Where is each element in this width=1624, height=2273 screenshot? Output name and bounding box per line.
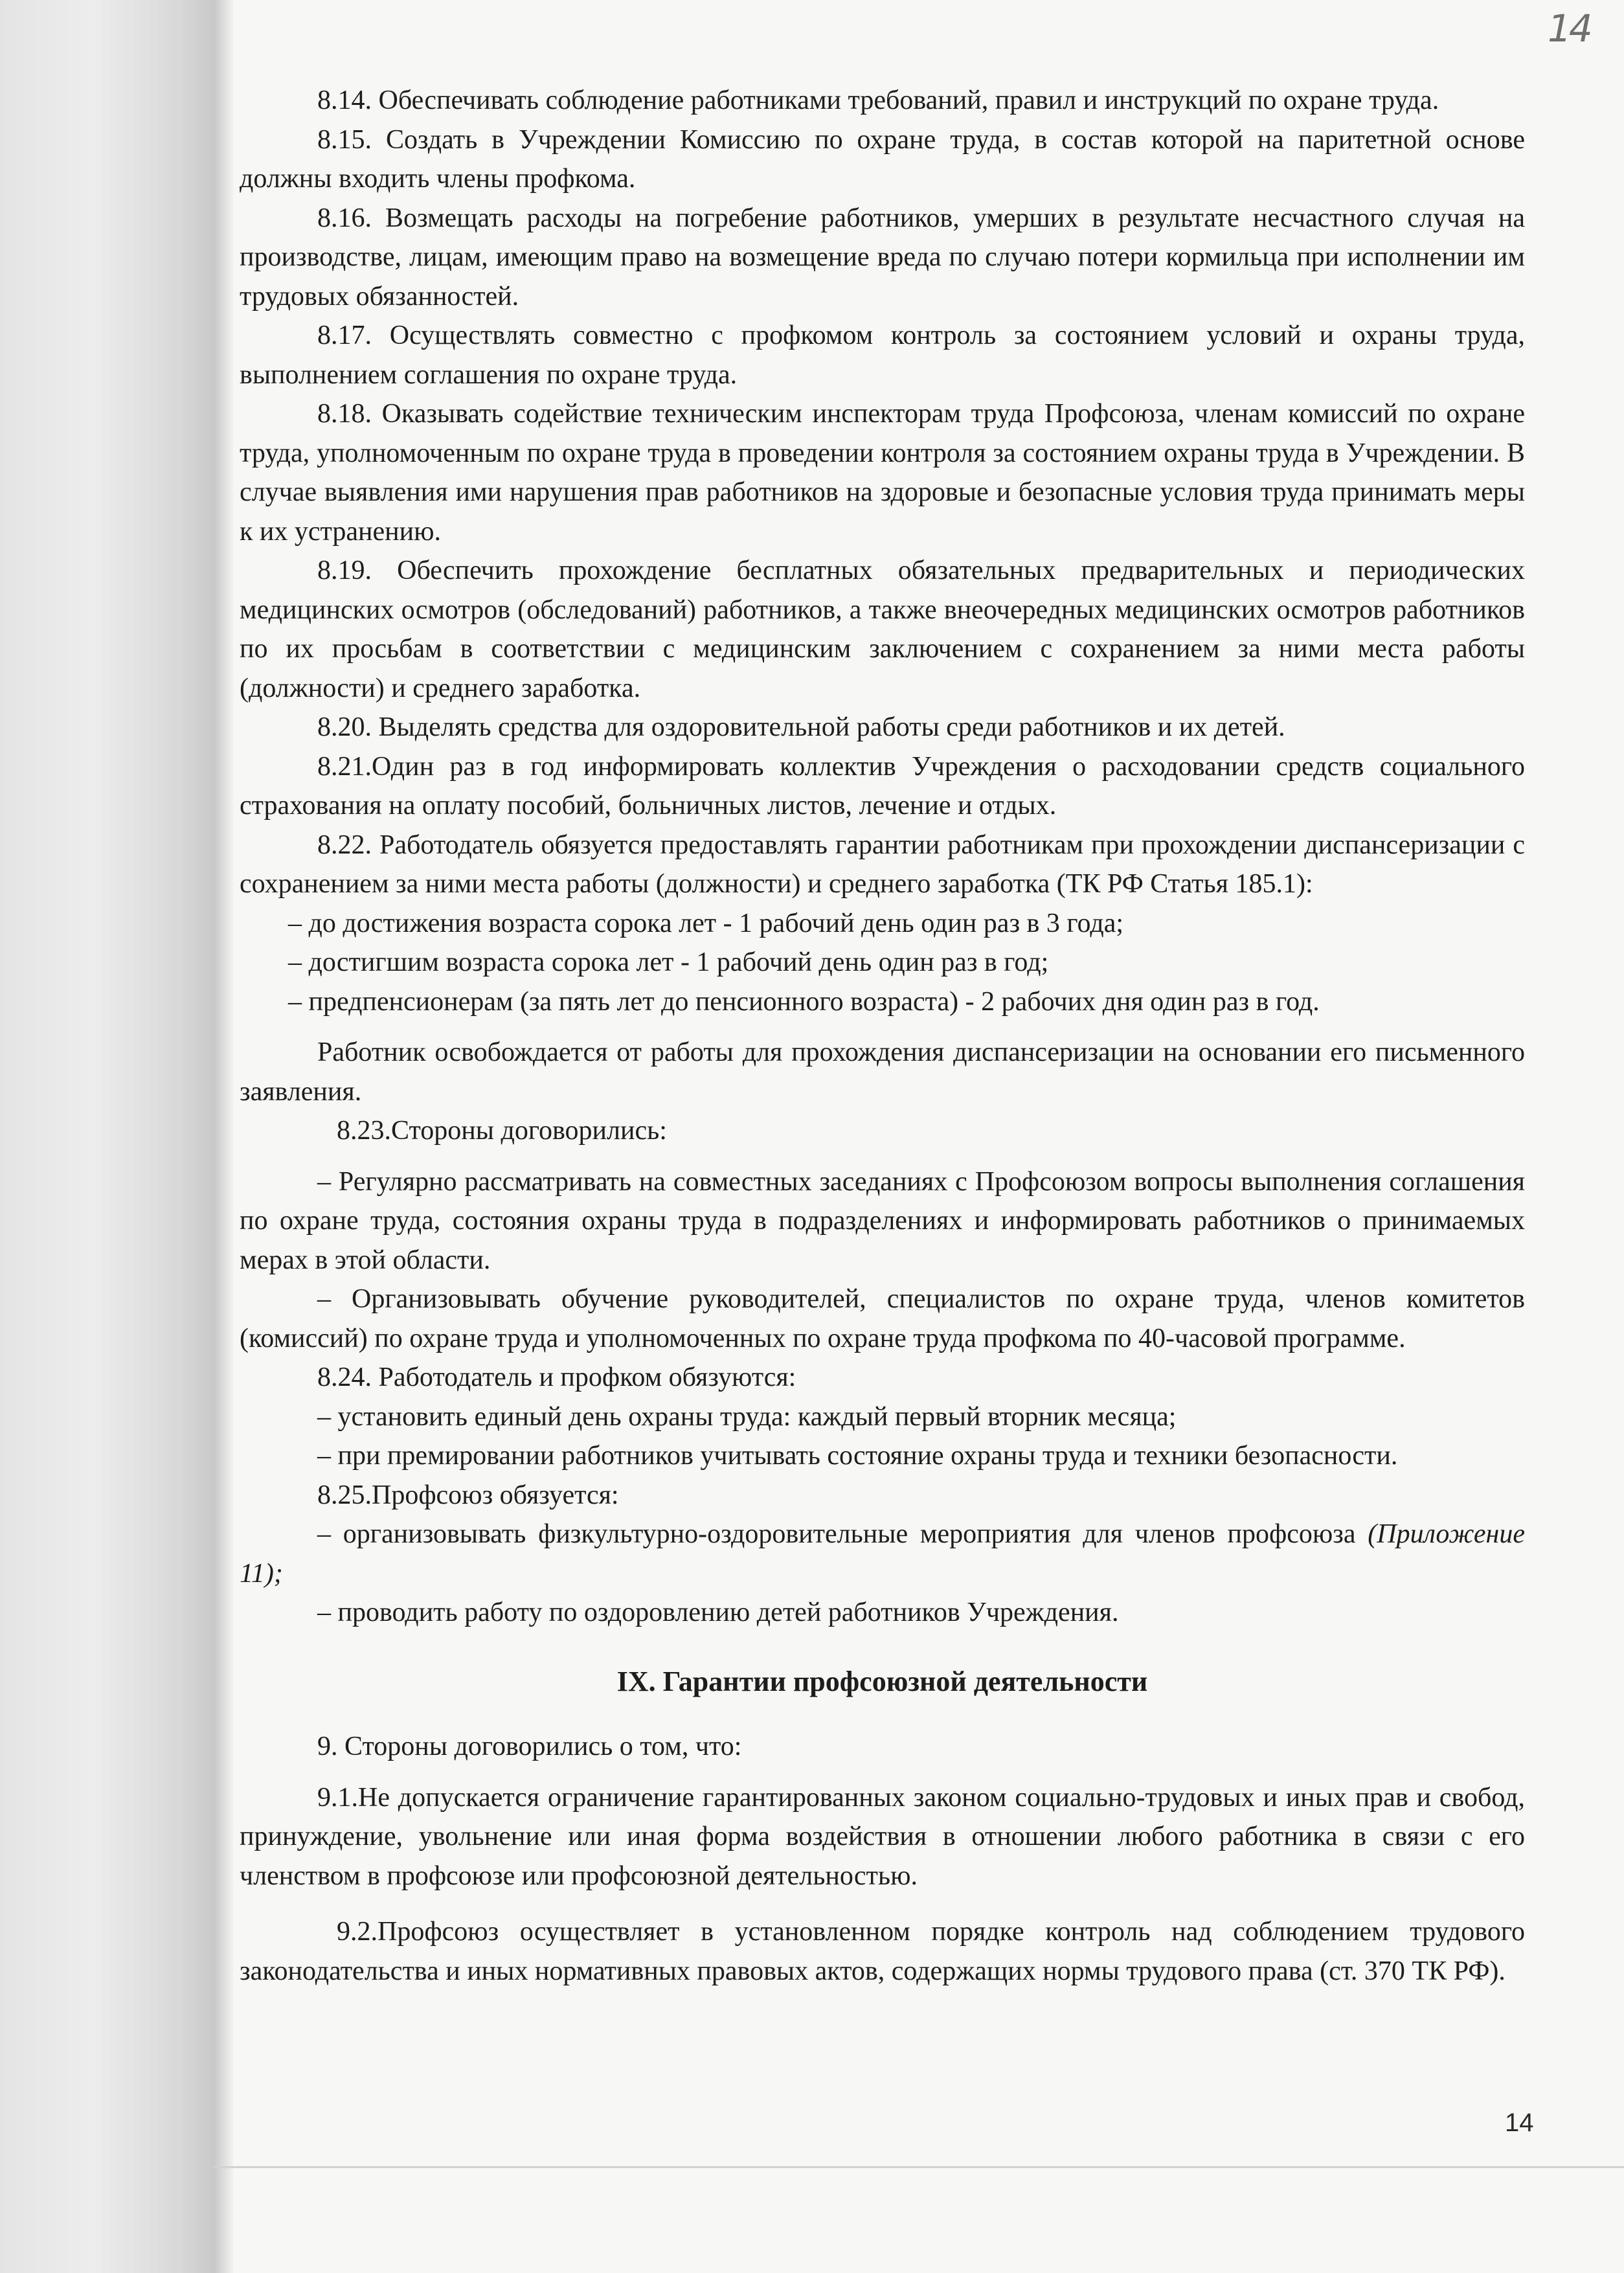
section-title: IX. Гарантии профсоюзной деятельности [616, 1665, 1148, 1697]
bottom-edge-line [214, 2166, 1624, 2168]
list-item-8-22-a: – до достижения возраста сорока лет - 1 рабочий день один раз в 3 года; [288, 908, 1124, 938]
list-item-8-24-b: – при премировании работников учитывать состояние охраны труда и техники безопасности. [317, 1441, 1398, 1471]
list-item-8-22-b: – достигшим возраста сорока лет - 1 рабочий день один раз в год; [288, 947, 1049, 977]
list-item-8-23-b: – Организовывать обучение руководителей, специалистов по охране труда, членов комитетов (комиссий) по охране труда и уполномоченных по охране труда профкома по 40-часовой программе. [240, 1284, 1525, 1353]
handwritten-page-number: 14 [1548, 6, 1590, 51]
list-item-8-25-a-text: – организовывать физкультурно-оздоровительные мероприятия для членов профсоюза [317, 1519, 1356, 1549]
paragraph-8-22: 8.22. Работодатель обязуется предоставлять гарантии работникам при прохождении диспансеризации с сохранением за ними места работы (должности) и среднего заработка (ТК РФ Статья 185.1): [240, 830, 1525, 899]
list-item-8-25-b: – проводить работу по оздоровлению детей работников Учреждения. [317, 1598, 1119, 1627]
paragraph-8-21: 8.21.Один раз в год информировать коллектив Учреждения о расходовании средств социального страхования на оплату пособий, больничных листов, лечение и отдых. [240, 751, 1525, 820]
book-spine-shadow [0, 0, 233, 2273]
paragraph-8-23: 8.23.Стороны договорились: [337, 1116, 667, 1146]
paragraph-8-20: 8.20. Выделять средства для оздоровительной работы среди работников и их детей. [317, 712, 1285, 742]
document-body [240, 81, 1525, 1991]
note-8-22: Работник освобождается от работы для прохождения диспансеризации на основании его письменного заявления. [240, 1037, 1525, 1107]
paragraph-9-1: 9.1.Не допускается ограничение гарантированных законом социально-трудовых и иных прав и свобод, принуждение, увольнение или иная форма воздействия в отношении любого работника в связи с его членством в профсоюзе или профсоюзной деятельностью. [240, 1782, 1525, 1891]
paragraph-8-14: 8.14. Обеспечивать соблюдение работниками требований, правил и инструкций по охране труда. [317, 85, 1439, 115]
paragraph-8-25: 8.25.Профсоюз обязуется: [317, 1480, 619, 1510]
page-number: 14 [1505, 2109, 1534, 2137]
list-item-8-22-c: – предпенсионерам (за пять лет до пенсионного возраста) - 2 рабочих дня один раз в год. [288, 986, 1320, 1017]
paragraph-8-24: 8.24. Работодатель и профком обязуются: [317, 1363, 796, 1392]
paragraph-8-17: 8.17. Осуществлять совместно с профкомом контроль за состоянием условий и охраны труда, выполнением соглашения по охране труда. [240, 321, 1525, 390]
paragraph-9-2: 9.2.Профсоюз осуществляет в установленном порядке контроль над соблюдением трудового законодательства и иных нормативных правовых актов, содержащих нормы трудового права (ст. 370 ТК РФ). [240, 1917, 1525, 1986]
list-item-8-25-a [240, 1515, 1525, 1593]
appendix-reference: (Приложение 11); [240, 1519, 1525, 1589]
paragraph-8-18: 8.18. Оказывать содействие техническим инспекторам труда Профсоюза, членам комиссий по охране труда, уполномоченным по охране труда в проведении контроля за состоянием охраны труда в Учреждении. В случае выявления ими нарушения прав работников на здоровые и безопасные условия труда принимать меры к их устранению. [240, 399, 1525, 547]
list-item-8-23-a: – Регулярно рассматривать на совместных заседаниях с Профсоюзом вопросы выполнения соглашения по охране труда, состояния охраны труда в подразделениях и информировать работников о принимаемых мерах в этой области. [240, 1166, 1525, 1275]
paragraph-8-19: 8.19. Обеспечить прохождение бесплатных обязательных предварительных и периодических медицинских осмотров (обследований) работников, а также внеочередных медицинских осмотров работников по их просьбам в соответствии с медицинским заключением с сохранением за ними места работы (должности) и среднего заработка. [240, 556, 1525, 703]
paragraph-8-16: 8.16. Возмещать расходы на погребение работников, умерших в результате несчастного случая на производстве, лицам, имеющим право на возмещение вреда по случаю потери кормильца при исполнении им трудовых обязанностей. [240, 203, 1525, 311]
paragraph-8-15: 8.15. Создать в Учреждении Комиссию по охране труда, в состав которой на паритетной основе должны входить члены профкома. [240, 124, 1525, 194]
list-item-8-24-a: – установить единый день охраны труда: каждый первый вторник месяца; [317, 1401, 1177, 1432]
paragraph-9: 9. Стороны договорились о том, что: [317, 1732, 742, 1761]
